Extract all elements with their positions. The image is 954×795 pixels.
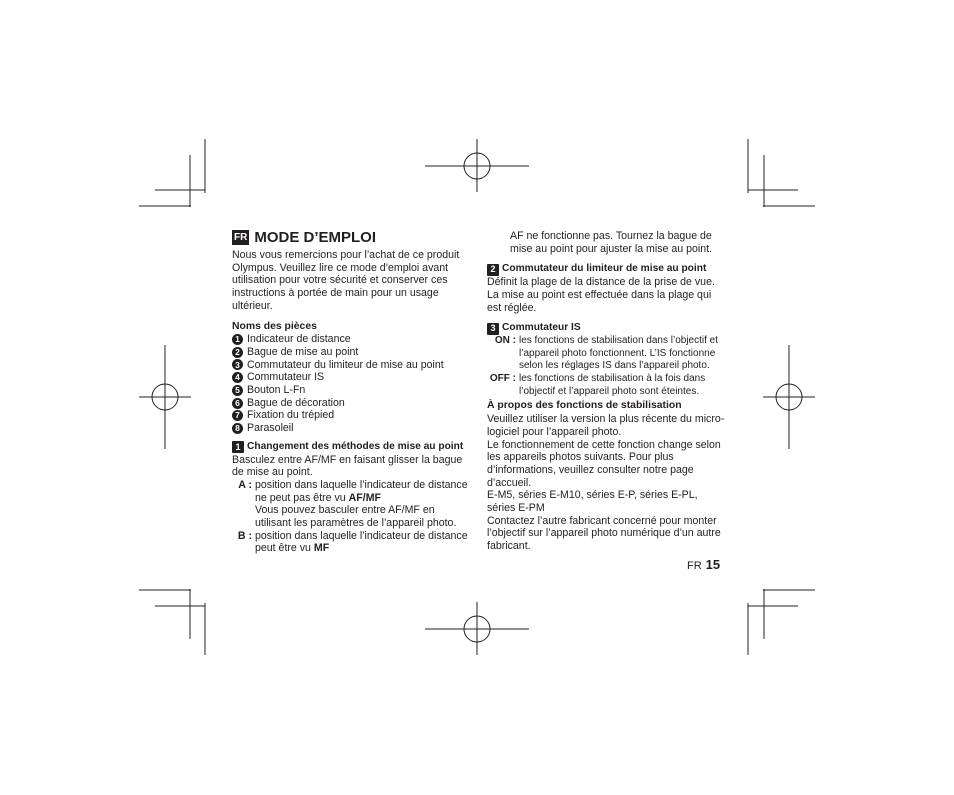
intro-paragraph: Nous vous remercions pour l’achat de ce produit Olympus. Veuillez lire ce mode d’emploi avant utilisation pour votre sécurité et conserver ces instructions à portée de main pour un usage ultérieur. (232, 249, 460, 312)
title-row (232, 229, 472, 246)
crop-mark-bottom-left (139, 589, 205, 655)
part-label: Parasoleil (247, 422, 294, 435)
focus-limiter-heading-row (487, 263, 727, 276)
continued-definition (487, 230, 727, 255)
position-a-key: A : (238, 478, 252, 491)
list-item (232, 346, 472, 359)
number-3-icon: 3 (232, 359, 243, 370)
is-switch-heading: Commutateur IS (502, 322, 581, 334)
registration-mark-right (763, 345, 815, 449)
right-column (487, 230, 727, 553)
number-square-1-icon: 1 (232, 441, 244, 453)
page-title: MODE D’EMPLOI (254, 229, 377, 246)
is-switch-heading-row (487, 322, 727, 335)
list-item (232, 359, 472, 372)
parts-heading: Noms des pièces (232, 320, 317, 332)
focus-method-heading-row (232, 441, 472, 454)
off-key: OFF : (489, 373, 516, 385)
list-item (232, 384, 472, 397)
part-label: Bouton L-Fn (247, 384, 306, 397)
position-b-definition (232, 530, 472, 555)
crop-mark-bottom-right (748, 589, 815, 655)
on-text: les fonctions de stabilisation dans l’objectif et l’appareil photo fonctionnent. L’IS fonctionne selon les réglages IS dans l’appareil photo. (519, 334, 719, 372)
stabilisation-p4: Contactez l’autre fabricant concerné pour monter l’objectif sur l’appareil photo numérique d’un autre fabricant. (487, 514, 721, 553)
part-label: Bague de mise au point (247, 345, 359, 358)
page-footer (687, 557, 720, 572)
crop-mark-top-left (139, 139, 205, 207)
part-label: Commutateur IS (247, 371, 325, 384)
position-b-text: position dans laquelle l’indicateur de distance peut être vu (255, 529, 468, 555)
part-label: Indicateur de distance (247, 333, 351, 346)
focus-limiter-body: Définit la plage de la distance de la prise de vue. La mise au point est effectuée dans la plage qui est réglée. (487, 276, 715, 314)
list-item (232, 422, 472, 435)
part-label: Bague de décoration (247, 396, 345, 409)
focus-method-body: Basculez entre AF/MF en faisant glisser la bague de mise au point. (232, 453, 463, 479)
position-b-bold: MF (313, 542, 330, 555)
on-key: ON : (494, 334, 516, 346)
on-definition (487, 335, 727, 373)
off-definition (487, 373, 727, 398)
off-text: les fonctions de stabilisation à la fois dans l’objectif et l’appareil photo sont éteintes. (519, 373, 706, 397)
list-item (232, 333, 472, 346)
registration-mark-top (425, 139, 529, 192)
parts-list (232, 333, 472, 435)
number-square-3-icon: 3 (487, 323, 499, 335)
stabilisation-heading: À propos des fonctions de stabilisation (487, 400, 682, 412)
part-label: Commutateur du limiteur de mise au point (247, 358, 444, 371)
registration-mark-bottom (425, 602, 529, 655)
footer-language: FR (687, 560, 702, 572)
registration-mark-left (139, 345, 191, 449)
continued-text: AF ne fonctionne pas. Tournez la bague de mise au point pour ajuster la mise au point. (510, 230, 712, 255)
position-a-definition (232, 479, 472, 530)
list-item (232, 409, 472, 422)
number-square-2-icon: 2 (487, 264, 499, 276)
position-a-bold: AF/MF (348, 491, 382, 504)
language-badge: FR (234, 232, 248, 243)
stabilisation-p1: Veuillez utiliser la version la plus récente du micro-logiciel pour l’appareil photo. (487, 413, 725, 438)
number-6-icon: 6 (232, 398, 243, 409)
number-5-icon: 5 (232, 385, 243, 396)
left-column (232, 229, 472, 555)
focus-method-heading: Changement des méthodes de mise au point (247, 440, 464, 452)
position-a-text: position dans laquelle l’indicateur de distance ne peut pas être vu (255, 478, 468, 504)
stabilisation-p3: E-M5, séries E-M10, séries E-P, séries E-PL, séries E-PM (487, 489, 698, 515)
number-1-icon: 1 (232, 334, 243, 345)
list-item (232, 397, 472, 410)
part-label: Fixation du trépied (247, 409, 335, 422)
crop-mark-top-right (748, 139, 815, 207)
stabilisation-p2: Le fonctionnement de cette fonction change selon les appareils photos suivants. Pour plus d’informations, veuillez consulter notre page d’accueil. (487, 438, 721, 489)
number-7-icon: 7 (232, 410, 243, 421)
list-item (232, 371, 472, 384)
position-b-key: B : (237, 529, 252, 542)
position-a-extra: Vous pouvez basculer entre AF/MF en utilisant les paramètres de l’appareil photo. (255, 504, 457, 530)
number-4-icon: 4 (232, 372, 243, 383)
page-number: 15 (705, 557, 721, 572)
number-2-icon: 2 (232, 347, 243, 358)
focus-limiter-heading: Commutateur du limiteur de mise au point (502, 263, 707, 275)
number-8-icon: 8 (232, 423, 243, 434)
